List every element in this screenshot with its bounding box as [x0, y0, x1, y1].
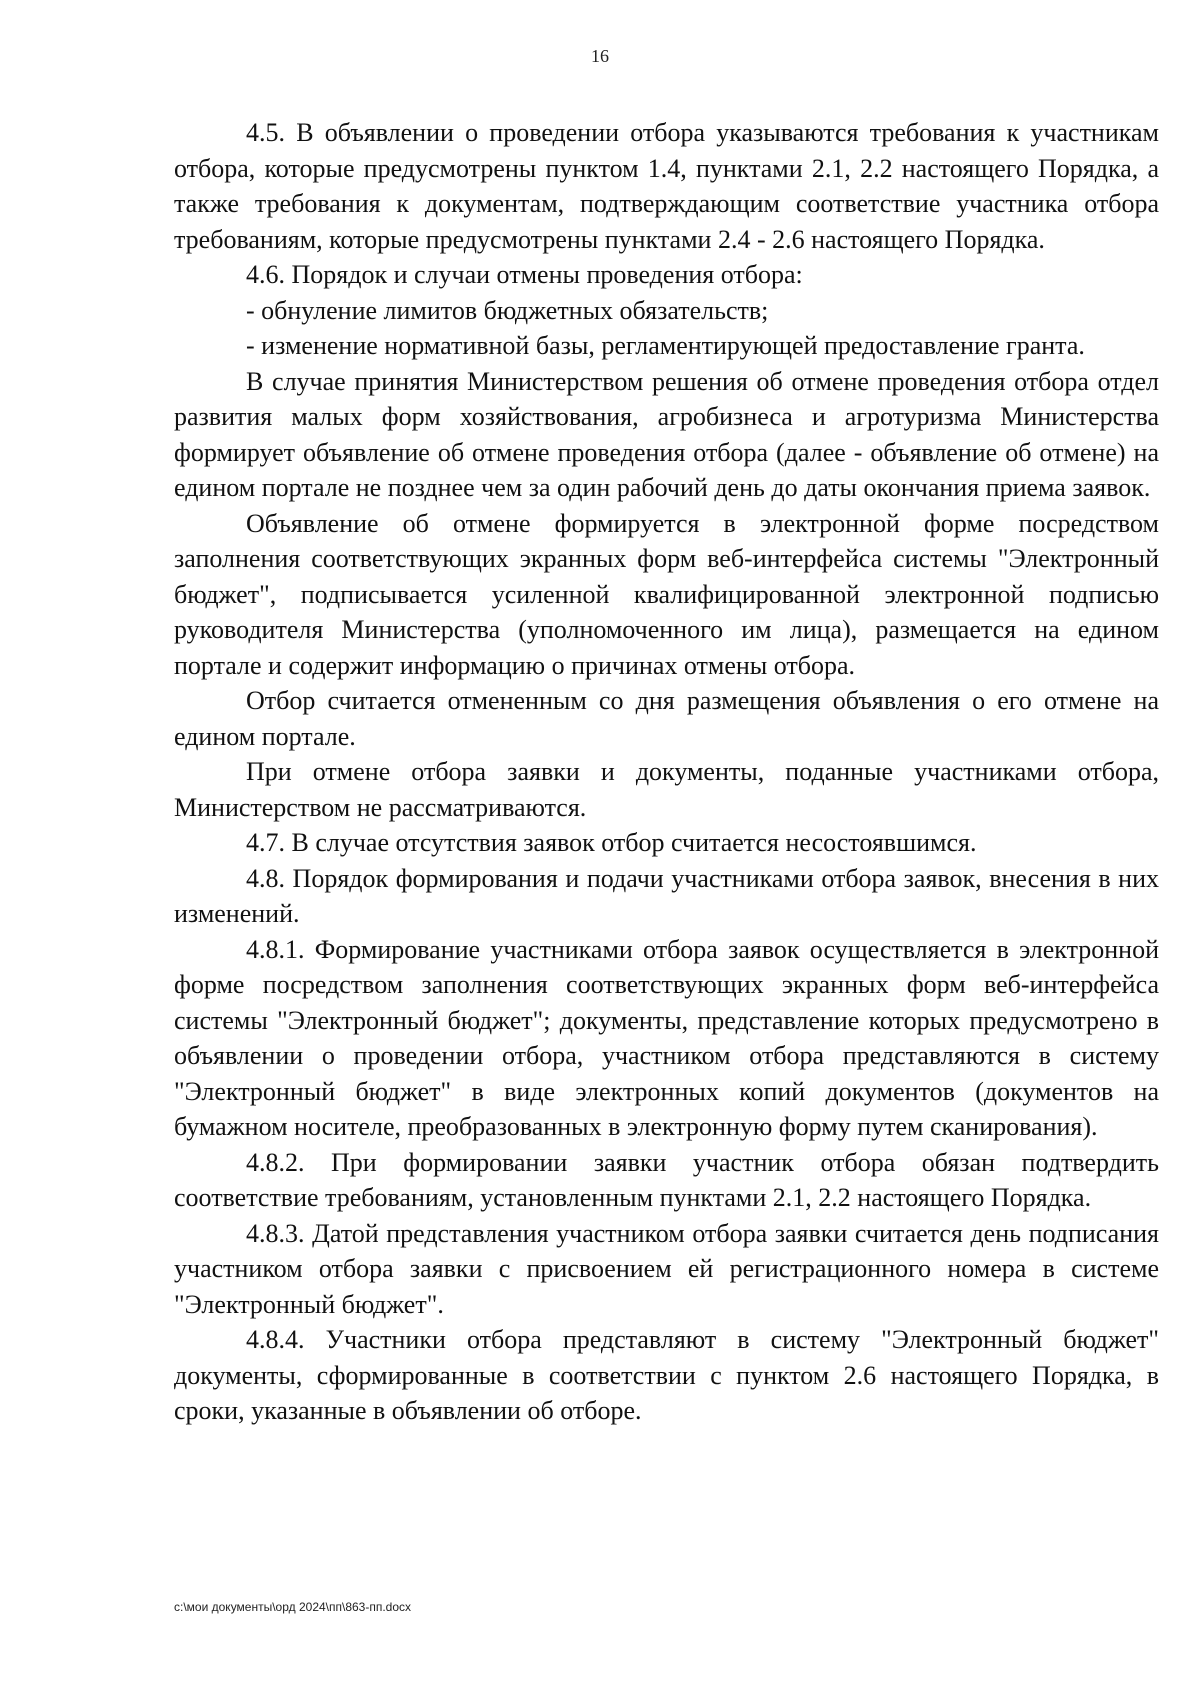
paragraph-4-8-3: 4.8.3. Датой представления участником отбора заявки считается день подписания участником отбора заявки с присвоением ей регистрационного номера в системе "Электронный бюджет". — [174, 1218, 1159, 1319]
list-item-limits: - обнуление лимитов бюджетных обязательств; — [246, 295, 769, 325]
paragraph-applications-not-considered: При отмене отбора заявки и документы, поданные участниками отбора, Министерством не рассматриваются. — [174, 757, 1159, 822]
paragraph-4-8-2: 4.8.2. При формировании заявки участник отбора обязан подтвердить соответствие требованиям, установленным пунктами 2.1, 2.2 настоящего Порядка. — [174, 1147, 1159, 1212]
page-number: 16 — [591, 46, 609, 66]
paragraph-4-7: 4.7. В случае отсутствия заявок отбор считается несостоявшимся. — [246, 828, 977, 857]
paragraph-4-5: 4.5. В объявлении о проведении отбора указываются требования к участникам отбора, которые предусмотрены пунктом 1.4, пунктами 2.1, 2.2 настоящего Порядка, а также требования к документам, подтверждающим соответствие участника отбора требованиям, которые предусмотрены пунктами 2.4 - 2.6 настоящего Порядка. — [174, 118, 1159, 254]
document-body — [174, 115, 1159, 1429]
paragraph-cancellation-decision: В случае принятия Министерством решения об отмене проведения отбора отдел развития малых форм хозяйствования, агробизнеса и агротуризма Министерства формирует объявление об отмене проведения отбора (далее - объявление об отмене) на едином портале не позднее чем за один рабочий день до даты окончания приема заявок. — [174, 366, 1159, 502]
paragraph-cancellation-notice: Объявление об отмене формируется в электронной форме посредством заполнения соответствующих экранных форм веб-интерфейса системы "Электронный бюджет", подписывается усиленной квалифицированной электронной подписью руководителя Министерства (уполномоченного им лица), размещается на едином портале и содержит информацию о причинах отмены отбора. — [174, 508, 1159, 680]
paragraph-cancelled-date: Отбор считается отмененным со дня размещения объявления о его отмене на едином портале. — [174, 686, 1159, 751]
list-item-regulations: - изменение нормативной базы, регламентирующей предоставление гранта. — [246, 331, 1085, 360]
paragraph-4-6: 4.6. Порядок и случаи отмены проведения отбора: — [246, 260, 803, 289]
paragraph-4-8-4: 4.8.4. Участники отбора представляют в систему "Электронный бюджет" документы, сформированные в соответствии с пунктом 2.6 настоящего Порядка, в сроки, указанные в объявлении об отборе. — [174, 1325, 1159, 1425]
paragraph-4-8-1: 4.8.1. Формирование участниками отбора заявок осуществляется в электронной форме посредством заполнения соответствующих экранных форм веб-интерфейса системы "Электронный бюджет"; документы, представление которых предусмотрено в объявлении о проведении отбора, участником отбора представляются в систему "Электронный бюджет" в виде электронных копий документов (документов на бумажном носителе, преобразованных в электронную форму путем сканирования). — [174, 934, 1159, 1141]
footer-file-path: c:\мои документы\орд 2024\пп\863-пп.docx — [174, 1600, 412, 1614]
paragraph-4-8: 4.8. Порядок формирования и подачи участниками отбора заявок, внесения в них изменений. — [174, 863, 1159, 928]
